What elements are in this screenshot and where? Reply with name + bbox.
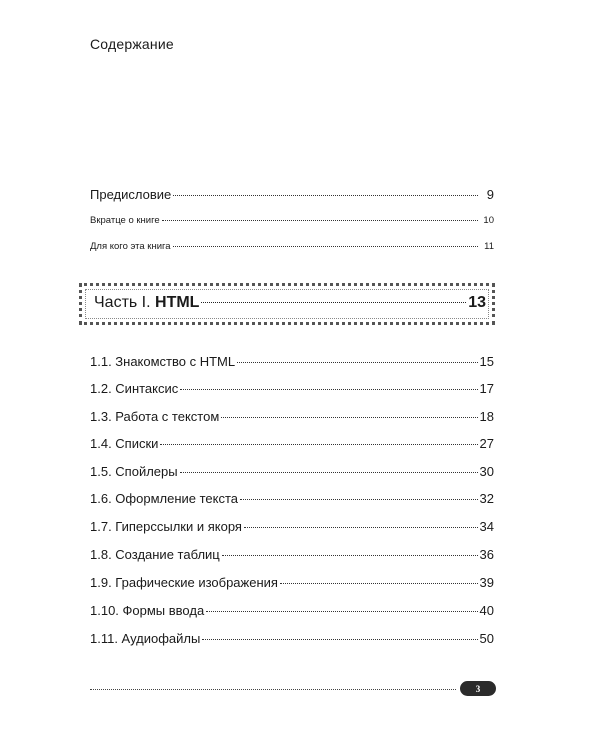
toc-entry-about-book[interactable] [90,215,494,226]
toc-entry-label: 1.4. Списки [90,436,159,451]
toc-entry-page: 30 [479,464,494,479]
toc-entry-chapter[interactable] [90,354,494,369]
toc-entry-label: 1.2. Синтаксис [90,381,179,396]
toc-entry-label: 1.7. Гиперссылки и якоря [90,519,242,534]
toc-entry-page: 34 [479,519,494,534]
part-prefix: Часть I. [94,294,151,311]
dot-leader [160,444,477,445]
dot-leader [201,302,466,303]
dot-leader [180,389,477,390]
part-name: HTML [155,294,200,311]
toc-entry-label: 1.1. Знакомство с HTML [90,354,236,369]
dot-leader [206,611,477,612]
page-number-badge: 3 [460,681,496,696]
toc-entry-page: 11 [484,241,494,252]
toc-entry-label: 1.6. Оформление текста [90,491,239,506]
toc-entry-chapter[interactable] [90,436,494,451]
toc-entry-page: 10 [483,215,494,226]
dot-leader [162,220,478,221]
dot-leader [173,195,478,196]
toc-entry-chapter[interactable] [90,519,494,534]
toc-entry-page: 15 [479,354,494,369]
toc-entry-page: 9 [486,187,494,202]
toc-entry-chapter[interactable] [90,381,494,396]
toc-entry-label: 1.5. Спойлеры [90,464,178,479]
toc-entry-chapter[interactable] [90,464,494,479]
toc-entry-page: 36 [479,547,494,562]
toc-entry-chapter[interactable] [90,491,494,506]
toc-entry-label: 1.11. Аудиофайлы [90,631,201,646]
toc-entry-page: 17 [479,381,494,396]
footer-dotted-rule [90,689,456,690]
dot-leader [202,639,477,640]
toc-entry-label: 1.9. Графические изображения [90,575,278,590]
toc-entry-chapter[interactable] [90,547,494,562]
part-page: 13 [468,294,486,311]
toc-entry-preface[interactable] [90,187,494,202]
toc-entry-chapter[interactable] [90,603,494,618]
toc-entry-part[interactable] [94,294,486,312]
dot-leader [244,527,478,528]
toc-entry-page: 18 [479,409,494,424]
dot-leader [221,417,477,418]
toc-entry-page: 32 [479,491,494,506]
dot-leader [240,499,478,500]
toc-entry-chapter[interactable] [90,631,494,646]
toc-entry-page: 27 [479,436,494,451]
toc-entry-page: 40 [479,603,494,618]
dot-leader [180,472,478,473]
toc-entry-label: Вкратце о книге [90,215,160,226]
toc-entry-label: 1.8. Создание таблиц [90,547,220,562]
dot-leader [222,555,478,556]
toc-entry-chapter[interactable] [90,409,494,424]
page-title: Содержание [90,36,174,52]
dot-leader [237,362,477,363]
toc-entry-chapter[interactable] [90,575,494,590]
toc-entry-label: Для кого эта книга [90,241,171,252]
toc-entry-label: 1.3. Работа с текстом [90,409,220,424]
dot-leader [173,246,478,247]
toc-entry-audience[interactable] [90,241,494,252]
toc-entry-label: 1.10. Формы ввода [90,603,205,618]
toc-entry-label: Предисловие [90,187,172,202]
toc-entry-page: 50 [479,631,494,646]
dot-leader [280,583,478,584]
toc-entry-page: 39 [479,575,494,590]
